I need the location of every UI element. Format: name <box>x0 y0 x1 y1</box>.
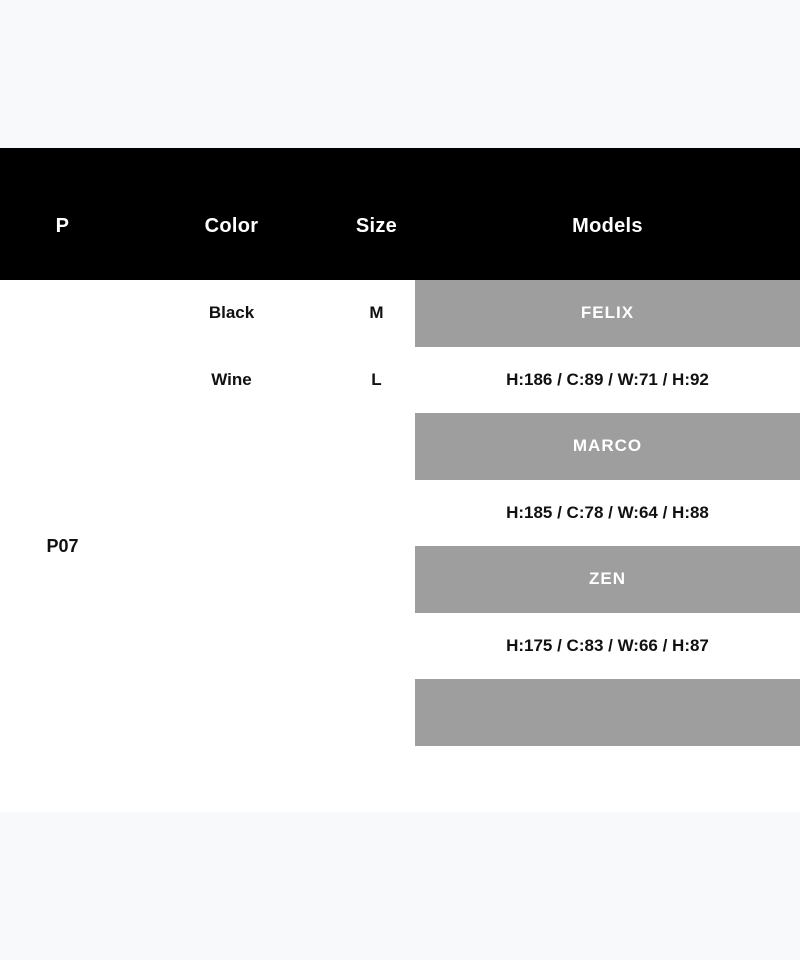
column-header-color: Color <box>204 215 259 237</box>
column-header-product: P <box>55 215 70 237</box>
color-cell <box>125 613 338 680</box>
model-name-cell: ZEN <box>415 546 800 613</box>
size-cell: L <box>338 347 415 414</box>
model-name-cell: FELIX <box>415 280 800 347</box>
product-spec-table <box>0 148 800 812</box>
size-cell <box>338 679 415 746</box>
color-cell: Wine <box>125 347 338 414</box>
table-header-row <box>0 148 800 280</box>
model-name-cell <box>415 679 800 746</box>
product-code-cell: P07 <box>0 280 125 812</box>
model-measurements-cell: H:185 / C:78 / W:64 / H:88 <box>415 480 800 547</box>
size-cell: M <box>338 280 415 347</box>
model-name-cell: MARCO <box>415 413 800 480</box>
table-row <box>0 280 800 347</box>
size-cell <box>338 480 415 547</box>
column-header-size: Size <box>355 215 398 237</box>
model-measurements-cell: H:186 / C:89 / W:71 / H:92 <box>415 347 800 414</box>
color-cell <box>125 413 338 480</box>
size-cell <box>338 413 415 480</box>
model-measurements-cell: H:175 / C:83 / W:66 / H:87 <box>415 613 800 680</box>
color-cell <box>125 679 338 746</box>
model-measurements-cell <box>415 746 800 813</box>
color-cell <box>125 746 338 813</box>
color-cell <box>125 480 338 547</box>
table-header <box>0 148 800 280</box>
color-cell <box>125 546 338 613</box>
color-cell: Black <box>125 280 338 347</box>
size-cell <box>338 546 415 613</box>
size-cell <box>338 746 415 813</box>
size-cell <box>338 613 415 680</box>
column-header-models: Models <box>572 215 643 237</box>
table-body <box>0 280 800 812</box>
